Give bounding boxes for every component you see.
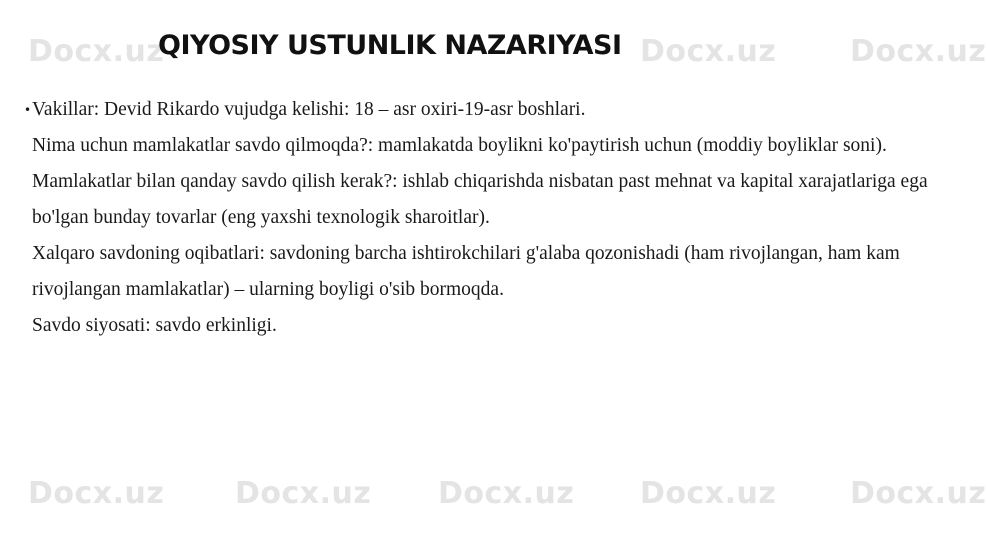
watermark: Docx.uz (438, 476, 575, 511)
watermark: Docx.uz (640, 34, 777, 69)
watermark: Docx.uz (850, 476, 986, 511)
paragraph-representatives: Vakillar: Devid Rikardo vujudga kelishi: 18 – asr oxiri-19-asr boshlari. (32, 99, 586, 120)
paragraph-consequences: Xalqaro savdoning oqibatlari: savdoning barcha ishtirokchilari g'alaba qozonishadi (ham rivojlangan, ham kam rivojlangan mamlakatlar) – ularning boyligi o'sib bormoqda. (32, 243, 900, 300)
slide-body (24, 92, 942, 344)
paragraph-trade-policy: Savdo siyosati: savdo erkinligi. (32, 315, 277, 336)
watermark: Docx.uz (850, 34, 986, 69)
paragraph-why-trade: Nima uchun mamlakatlar savdo qilmoqda?: mamlakatda boylikni ko'paytirish uchun (moddiy boyliklar soni). (32, 135, 887, 156)
watermark: Docx.uz (28, 476, 165, 511)
watermark: Docx.uz (640, 476, 777, 511)
slide-title: QIYOSIY USTUNLIK NAZARIYASI (158, 30, 622, 61)
paragraph-how-to-trade: Mamlakatlar bilan qanday savdo qilish kerak?: ishlab chiqarishda nisbatan past mehnat va kapital xarajatlariga ega bo'lgan bunday tovarlar (eng yaxshi texnologik sharoitlar). (32, 171, 928, 228)
bullet-marker: • (24, 103, 32, 117)
watermark: Docx.uz (28, 34, 165, 69)
watermark: Docx.uz (235, 476, 372, 511)
